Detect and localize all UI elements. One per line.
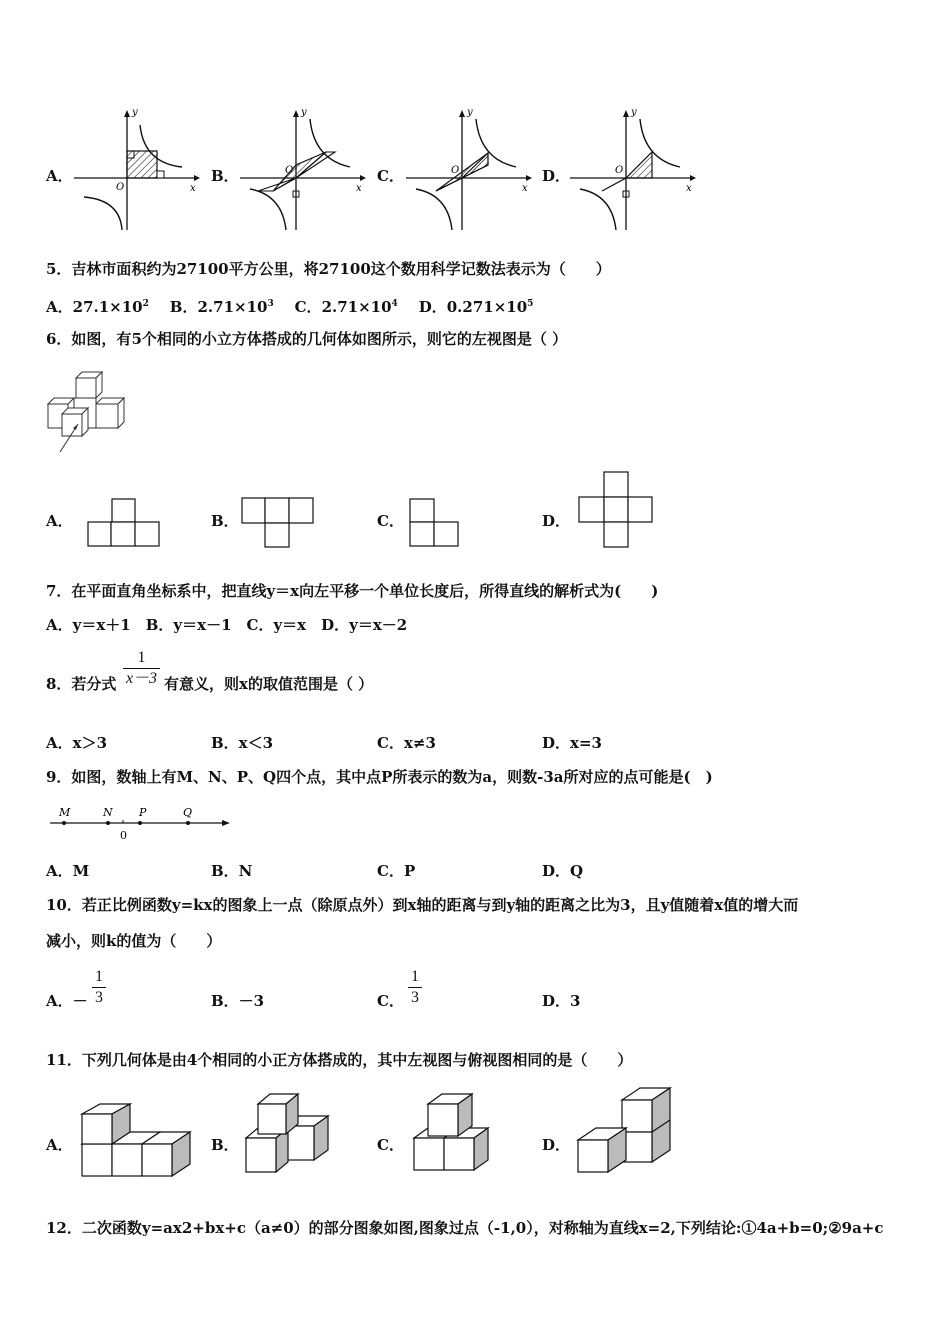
q10-a-numerator: 1 [95,968,103,985]
q4-graph-c [404,105,534,235]
q11-stem: 11．下列几何体是由4个相同的小正方体搭成的，其中左视图与俯视图相同的是（ ） [46,1051,633,1069]
q9-point-n: N [103,806,113,819]
q11-option-a-figure[interactable] [80,1104,198,1178]
q10-option-c-label[interactable]: C． [377,992,404,1010]
q5-option-b[interactable]: B．$2.71\times 10^3$ [169,298,274,316]
q8-stem-post: 有意义，则x的取值范围是（ ） [164,675,374,693]
q6-option-a-figure[interactable] [88,499,160,547]
q4-b-y-label: y [301,107,307,118]
q11-option-b-figure[interactable] [244,1094,332,1174]
q4-option-a-label: A． [46,167,73,185]
q5-stem: 5．吉林市面积约为27100平方公里，将27100这个数用科学记数法表示为（ ） [46,260,611,278]
q6-option-c-figure[interactable] [410,499,460,547]
q4-option-b-label: B． [211,167,239,185]
q8-option-b[interactable]: B．x＜3 [211,734,274,752]
q6-option-a-label: A． [46,512,73,530]
q9-option-d[interactable]: D．Q [542,862,584,880]
q9-option-a[interactable]: A．M [46,862,90,880]
q11-option-b-label: B． [211,1136,239,1154]
q5-option-d[interactable]: D．$0.271\times 10^5$ [418,298,534,316]
q8-fraction [123,649,160,688]
q10-option-c-fraction[interactable] [408,968,422,1007]
q6-solid-figure [46,368,136,458]
q6-option-d-figure[interactable] [579,472,653,548]
q6-stem: 6．如图，有5个相同的小立方体搭成的几何体如图所示，则它的左视图是（ ） [46,330,568,348]
q4-d-y-label: y [631,107,637,118]
q4-option-c-label: C． [377,167,404,185]
q11-option-c-label: C． [377,1136,404,1154]
q4-a-y-label: y [132,107,138,118]
q9-point-q: Q [183,806,193,819]
q6-option-b-label: B． [211,512,239,530]
q4-graph-d [568,105,698,235]
q11-option-d-label: D． [542,1136,571,1154]
q9-option-c[interactable]: C．P [377,862,416,880]
q9-zero-label: 0 [120,829,127,842]
q6-option-d-label: D． [542,512,571,530]
q11-option-a-label: A． [46,1136,73,1154]
q10-a-denominator: 3 [95,989,103,1006]
q9-point-m: M [59,806,71,819]
q10-option-a-label[interactable]: A．－ [46,992,88,1010]
q5-option-c[interactable]: C．$2.71\times 10^4$ [294,298,398,316]
q10-stem-line2: 减小，则k的值为（ ） [46,932,222,950]
q11-option-c-figure[interactable] [414,1092,492,1174]
q9-point-p: P [139,806,147,819]
q10-option-b[interactable]: B．－3 [211,992,265,1010]
q10-c-numerator: 1 [411,968,419,985]
q4-a-x-label: x [190,183,196,194]
q9-number-line [46,803,236,843]
q4-c-origin: O [451,165,460,176]
q4-b-origin: O [285,165,294,176]
q8-stem-pre: 8．若分式 [46,675,117,693]
q12-stem: 12．二次函数y=ax2+bx+c（a≠0）的部分图象如图,图象过点（-1,0），对称轴为直线x=2,下列结论:①4a+b=0;②9a+c [46,1219,884,1237]
q7-options: A．y＝x＋1 B．y＝x－1 C．y＝x D．y＝x－2 [46,616,408,634]
q4-graph-a [72,105,202,235]
q4-c-x-label: x [522,183,528,194]
q6-option-b-figure[interactable] [242,498,314,548]
q5-option-a[interactable]: A．$27.1\times 10^2$ [46,298,149,316]
q8-frac-numerator: 1 [137,649,146,666]
q6-option-c-label: C． [377,512,404,530]
q8-option-c[interactable]: C．x≠3 [377,734,436,752]
q10-c-denominator: 3 [411,989,419,1006]
q8-option-a[interactable]: A．x＞3 [46,734,108,752]
q8-option-d[interactable]: D．x=3 [542,734,602,752]
q4-option-d-label: D． [542,167,571,185]
q8-frac-denominator: x－3 [125,670,158,687]
q4-b-x-label: x [356,183,362,194]
q4-c-y-label: y [467,107,473,118]
q7-stem: 7．在平面直角坐标系中，把直线y＝x向左平移一个单位长度后，所得直线的解析式为( ) [46,582,659,600]
q5-options [46,294,533,317]
q4-graph-b [238,105,368,235]
q9-option-b[interactable]: B．N [211,862,253,880]
q10-stem-line1: 10．若正比例函数y=kx的图象上一点（除原点外）到x轴的距离与到y轴的距离之比为3，且y值随着x值的增大而 [46,896,799,914]
q4-d-origin: O [615,165,624,176]
q10-option-d[interactable]: D．3 [542,992,581,1010]
q11-option-d-figure[interactable] [576,1088,674,1174]
q9-stem: 9．如图，数轴上有M、N、P、Q四个点，其中点P所表示的数为a，则数-3a所对应的点可能是( ) [46,768,713,786]
q4-a-origin: O [116,182,125,193]
q10-option-a-fraction[interactable] [92,968,106,1007]
q4-d-x-label: x [686,183,692,194]
